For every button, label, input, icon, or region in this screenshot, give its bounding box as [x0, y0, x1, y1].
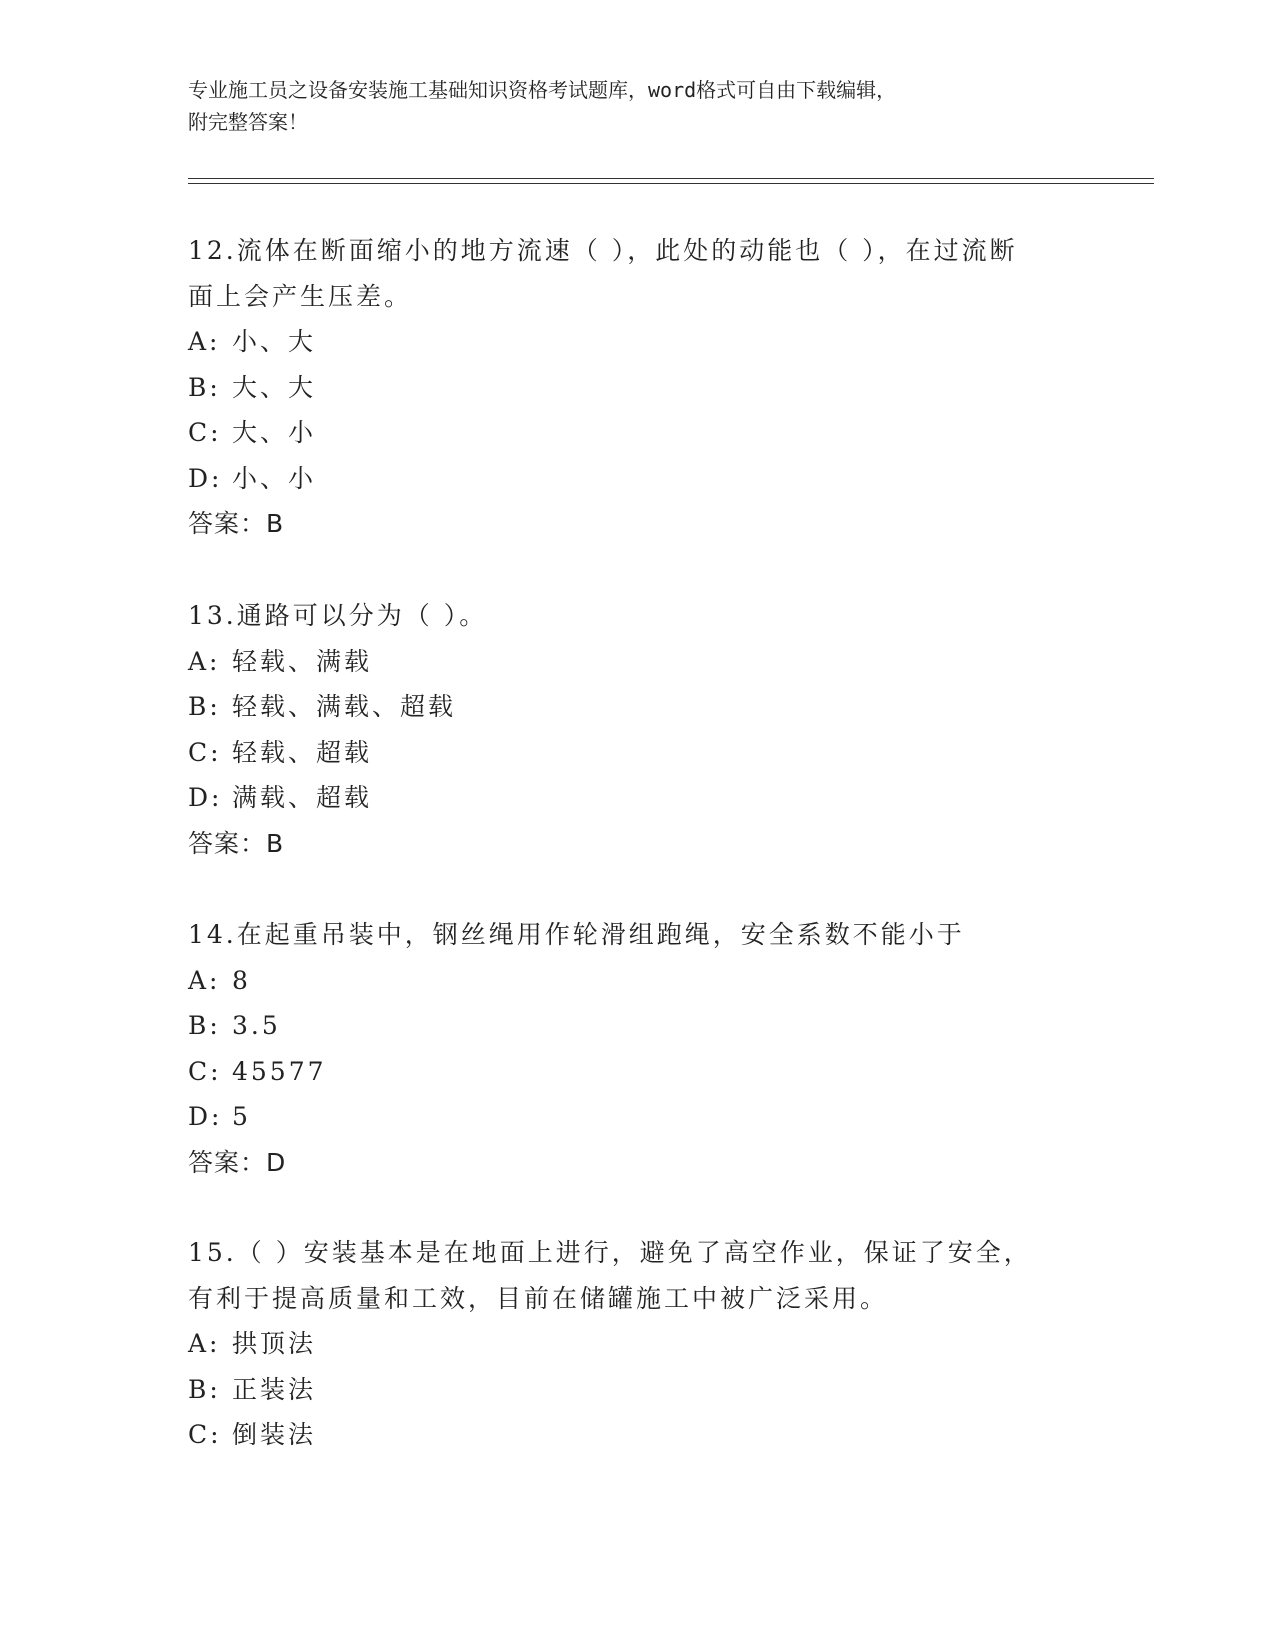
option-text: 轻载、超载: [232, 737, 373, 767]
option-label: C:: [188, 1056, 222, 1086]
answer-text: 答案：B: [188, 509, 285, 538]
option-a: [188, 319, 1148, 365]
option-text: 大、大: [232, 372, 317, 402]
option-b: [188, 1003, 1148, 1049]
option-label: A:: [188, 965, 221, 995]
option-d: [188, 456, 1148, 502]
option-text: 小、小: [232, 463, 317, 493]
answer-text: 答案：D: [188, 1147, 287, 1177]
option-label: A:: [188, 1329, 221, 1358]
option-a: [188, 958, 1148, 1004]
option-label: C:: [188, 1420, 222, 1449]
option-text: 45577: [232, 1056, 327, 1086]
option-text: 3.5: [232, 1011, 281, 1040]
header-divider-bottom: [188, 183, 1154, 184]
question-stem-line: 14.在起重吊装中，钢丝绳用作轮滑组跑绳，安全系数不能小于: [188, 920, 965, 949]
option-label: B:: [188, 1374, 221, 1404]
question-14: [188, 912, 1148, 1185]
option-text: 倒装法: [232, 1420, 317, 1449]
option-b: [188, 684, 1148, 730]
option-text: 正装法: [232, 1374, 317, 1404]
option-label: A:: [188, 327, 221, 356]
question-stem-line: 15.（ ）安装基本是在地面上进行，避免了高空作业，保证了安全，: [188, 1238, 1032, 1267]
option-text: 轻载、满载、超载: [232, 692, 457, 721]
header-divider-top: [188, 178, 1154, 179]
document-header: [188, 74, 1088, 138]
option-label: B:: [188, 372, 221, 402]
option-b: [188, 1367, 1148, 1413]
option-text: 轻载、满载: [232, 646, 373, 676]
option-d: [188, 1094, 1148, 1140]
option-label: C:: [188, 737, 222, 767]
option-text: 小、大: [232, 327, 317, 356]
option-b: [188, 365, 1148, 411]
option-c: [188, 1049, 1148, 1095]
option-c: [188, 1412, 1148, 1458]
option-text: 大、小: [232, 418, 317, 447]
question-15: [188, 1230, 1148, 1458]
option-label: D:: [188, 1102, 223, 1131]
option-text: 8: [232, 965, 251, 995]
option-c: [188, 410, 1148, 456]
question-13: [188, 593, 1148, 866]
option-a: [188, 639, 1148, 685]
question-stem-line: 13.通路可以分为（ ）。: [188, 601, 488, 630]
header-line-2: 附完整答案！: [188, 110, 308, 134]
question-stem-line: 12.流体在断面缩小的地方流速（ ），此处的动能也（ ），在过流断: [188, 236, 1018, 265]
option-c: [188, 730, 1148, 776]
option-label: C:: [188, 418, 222, 447]
answer-text: 答案：B: [188, 828, 285, 858]
option-label: D:: [188, 783, 223, 812]
option-text: 5: [232, 1102, 251, 1131]
question-stem-line: 有利于提高质量和工效，目前在储罐施工中被广泛采用。: [188, 1283, 889, 1313]
question-stem-line: 面上会产生压差。: [188, 281, 413, 311]
option-a: [188, 1321, 1148, 1367]
question-12: [188, 228, 1148, 547]
option-label: B:: [188, 692, 221, 721]
option-label: B:: [188, 1011, 221, 1040]
header-line-1: 专业施工员之设备安装施工基础知识资格考试题库，word格式可自由下载编辑，: [188, 78, 897, 102]
option-label: A:: [188, 646, 221, 676]
option-label: D:: [188, 463, 223, 493]
option-d: [188, 775, 1148, 821]
option-text: 满载、超载: [232, 783, 373, 812]
option-text: 拱顶法: [232, 1329, 317, 1358]
